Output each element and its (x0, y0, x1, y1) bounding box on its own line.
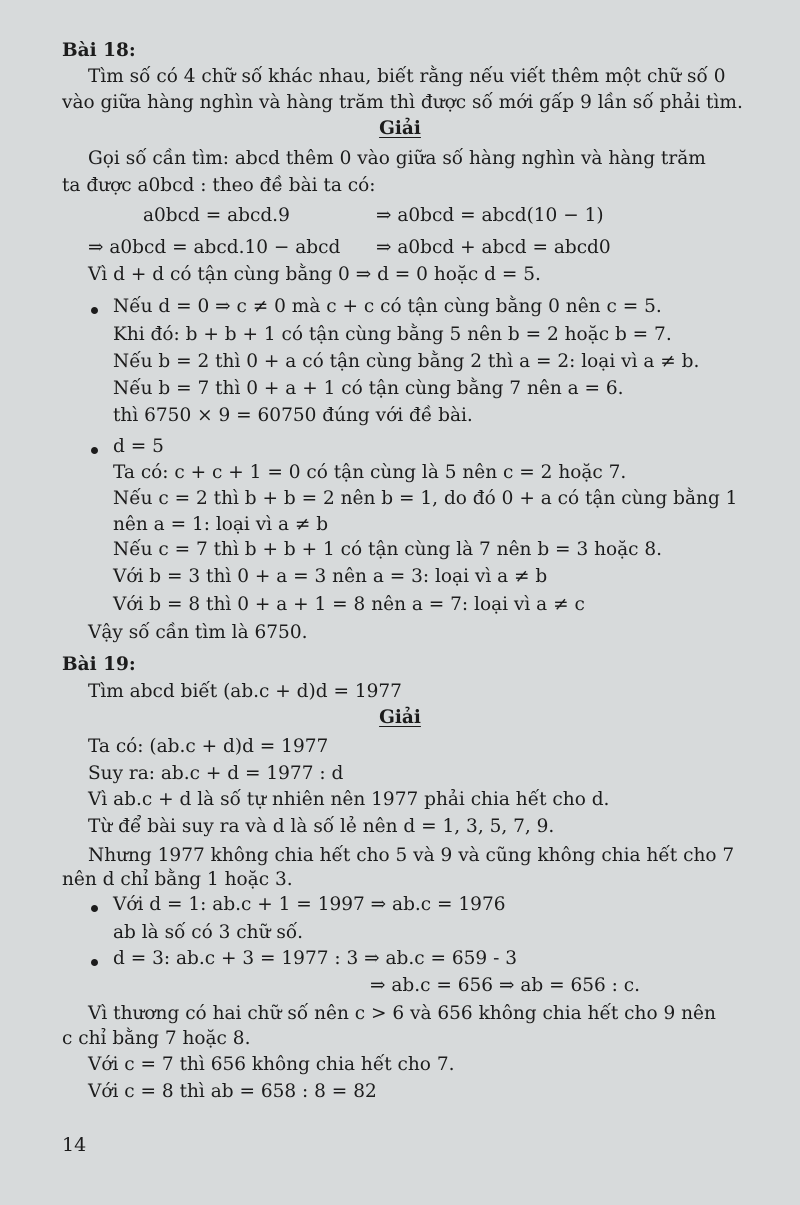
case-d5-line-4: Nếu c = 7 thì b + b + 1 có tận cùng là 7 nên b = 3 hoặc 8. (113, 539, 663, 560)
bullet-icon (91, 959, 98, 966)
equation-1-right: ⇒ a0bcd = abcd(10 − 1) (376, 205, 604, 226)
equation-1-left: a0bcd = abcd.9 (143, 205, 290, 226)
solution-19-line-5: Nhưng 1977 không chia hết cho 5 và 9 và cũng không chia hết cho 7 (88, 845, 735, 866)
solution-19-line-6: nên d chỉ bằng 1 hoặc 3. (62, 869, 293, 890)
solution-19-line-2: Suy ra: ab.c + d = 1977 : d (88, 763, 344, 784)
solution-18-line-1: Gọi số cần tìm: abcd thêm 0 vào giữa số hàng nghìn và hàng trăm (88, 148, 706, 169)
case-d0-line-4: Nếu b = 7 thì 0 + a + 1 có tận cùng bằng 7 nên a = 6. (113, 378, 624, 399)
case-d1-line-1: Với d = 1: ab.c + 1 = 1997 ⇒ ab.c = 1976 (113, 894, 506, 915)
exercise-19-statement: Tìm abcd biết (ab.c + d)d = 1977 (88, 681, 402, 702)
case-d0-line-2: Khi đó: b + b + 1 có tận cùng bằng 5 nên b = 2 hoặc b = 7. (113, 324, 672, 345)
case-d5-line-1: Ta có: c + c + 1 = 0 có tận cùng là 5 nên c = 2 hoặc 7. (113, 462, 627, 483)
solution-19-line-1: Ta có: (ab.c + d)d = 1977 (88, 736, 329, 757)
solution-18-line-2: ta được a0bcd : theo đề bài ta có: (62, 175, 376, 196)
case-d0-line-5: thì 6750 × 9 = 60750 đúng với đề bài. (113, 405, 473, 426)
exercise-19-title: Bài 19: (62, 654, 136, 675)
exercise-18-statement-line-2: vào giữa hàng nghìn và hàng trăm thì được số mới gấp 9 lần số phải tìm. (62, 92, 743, 113)
case-d5-line-3: nên a = 1: loại vì a ≠ b (113, 514, 329, 535)
solution-19-line-4: Từ để bài suy ra và d là số lẻ nên d = 1, 3, 5, 7, 9. (88, 816, 555, 837)
case-d5-line-5: Với b = 3 thì 0 + a = 3 nên a = 3: loại vì a ≠ b (113, 566, 548, 587)
exercise-18-solution-heading: Giải (379, 118, 421, 139)
solution-19-line-7: Vì thương có hai chữ số nên c > 6 và 656 không chia hết cho 9 nên (88, 1003, 716, 1024)
case-d0-line-3: Nếu b = 2 thì 0 + a có tận cùng bằng 2 thì a = 2: loại vì a ≠ b. (113, 351, 700, 372)
solution-19-line-10: Với c = 8 thì ab = 658 : 8 = 82 (88, 1081, 377, 1102)
equation-2-right: ⇒ a0bcd + abcd = abcd0 (376, 237, 611, 258)
exercise-18-statement-line-1: Tìm số có 4 chữ số khác nhau, biết rằng nếu viết thêm một chữ số 0 (88, 66, 726, 87)
bullet-icon (91, 447, 98, 454)
case-d3-line-1: d = 3: ab.c + 3 = 1977 : 3 ⇒ ab.c = 659 - 3 (113, 948, 517, 969)
solution-18-line-3: Vì d + d có tận cùng bằng 0 ⇒ d = 0 hoặc d = 5. (88, 264, 541, 285)
exercise-18-title: Bài 18: (62, 40, 136, 61)
case-d3-line-2: ⇒ ab.c = 656 ⇒ ab = 656 : c. (370, 975, 641, 996)
solution-19-line-8: c chỉ bằng 7 hoặc 8. (62, 1028, 251, 1049)
bullet-icon (91, 307, 98, 314)
exercise-19-solution-heading: Giải (379, 707, 421, 728)
solution-19-line-9: Với c = 7 thì 656 không chia hết cho 7. (88, 1054, 455, 1075)
case-d5-line-2: Nếu c = 2 thì b + b = 2 nên b = 1, do đó 0 + a có tận cùng bằng 1 (113, 488, 738, 509)
case-d5-heading: d = 5 (113, 436, 164, 457)
case-d1-line-2: ab là số có 3 chữ số. (113, 922, 304, 943)
equation-2-left: ⇒ a0bcd = abcd.10 − abcd (88, 237, 341, 258)
exercise-18-answer: Vậy số cần tìm là 6750. (88, 622, 308, 643)
solution-19-line-3: Vì ab.c + d là số tự nhiên nên 1977 phải chia hết cho d. (88, 789, 610, 810)
bullet-icon (91, 905, 98, 912)
page-number: 14 (62, 1134, 87, 1156)
case-d5-line-6: Với b = 8 thì 0 + a + 1 = 8 nên a = 7: loại vì a ≠ c (113, 594, 585, 615)
case-d0-line-1: Nếu d = 0 ⇒ c ≠ 0 mà c + c có tận cùng bằng 0 nên c = 5. (113, 296, 662, 317)
